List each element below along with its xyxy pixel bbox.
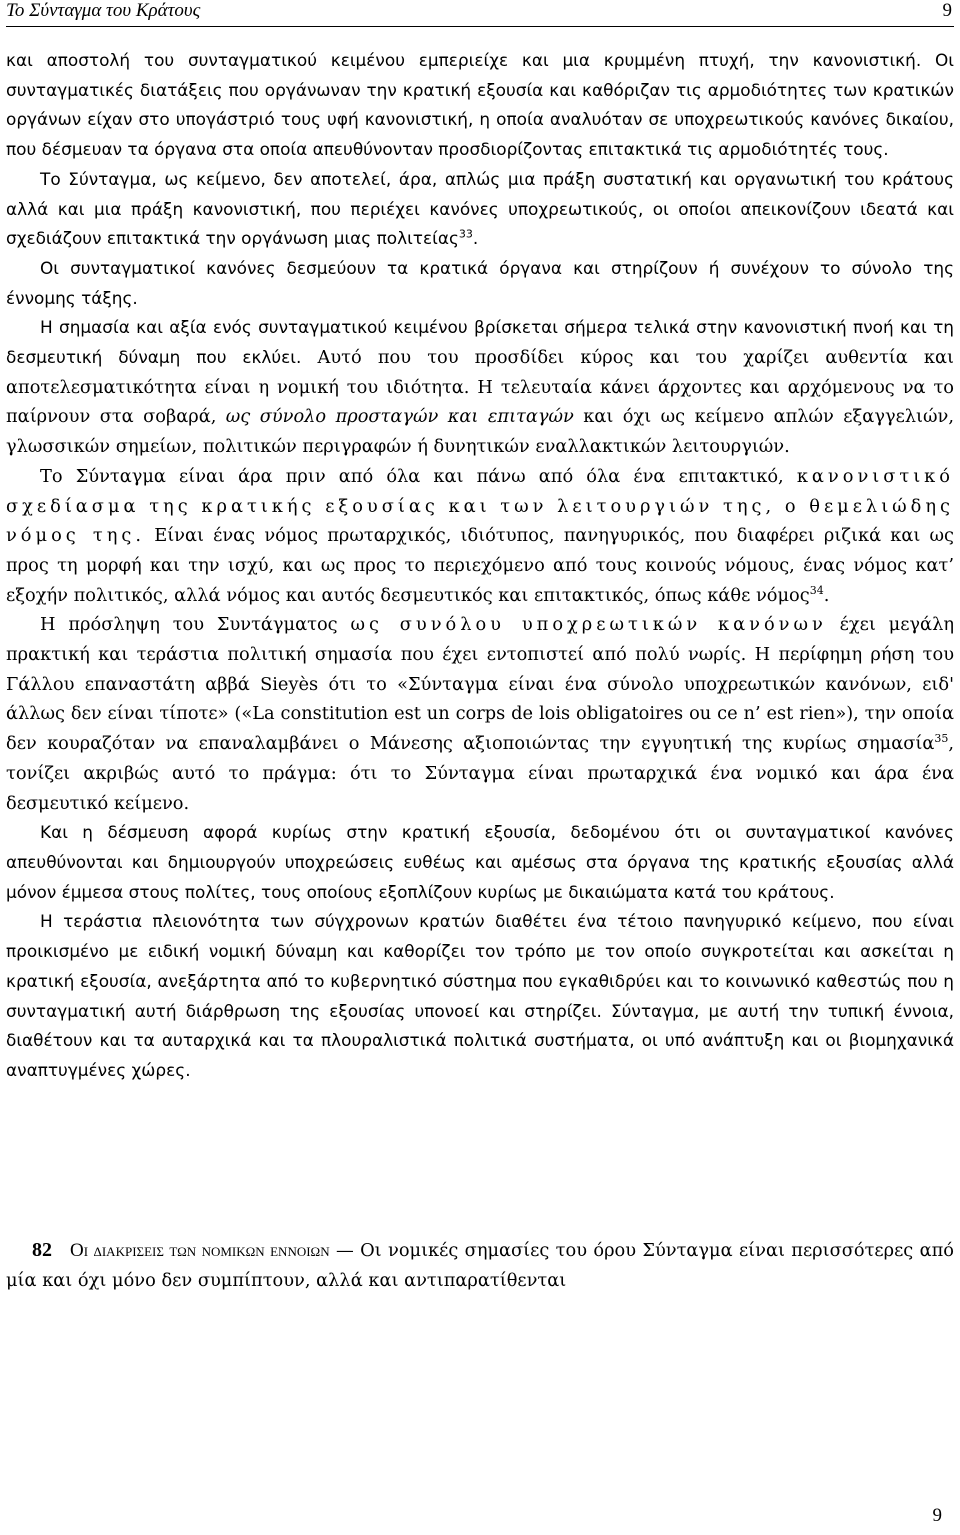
paragraph-2-end: . <box>472 228 479 249</box>
paragraph-6-a: Η πρόσληψη του Συντάγματος <box>40 614 338 636</box>
footnote-text: Οι νομικές σημασίες του όρου Σύνταγμα είναι περισσότερες από μία και όχι μόνο δεν συμπίπτουν, αλλά και αντιπαρατίθενται <box>6 1240 955 1291</box>
running-head-page-number: 9 <box>942 0 952 21</box>
footnote-block <box>6 1236 954 1295</box>
page-number-bottom: 9 <box>932 1505 942 1526</box>
footnote-dash: — <box>335 1240 354 1261</box>
footnote-ref-33: 33 <box>458 227 473 241</box>
paragraph-5-b: Είναι ένας νόμος πρωταρχικός, ιδιότυπος, πανηγυρικός, που διαφέρει ριζικά και ως προς τη μορφή και την ισχύ, και ως προς το περιεχόμενο από τους κοινούς νόμους, ένας νόμος κατ’ εξοχήν πολιτικός, αλλά νόμος και αυτός δεσμευτικός και επιτακτικός, όπως κάθε νόμος <box>6 525 954 606</box>
running-head-title: Το Σύνταγμα του Κράτους <box>6 0 201 21</box>
paragraph-2 <box>6 165 954 254</box>
paragraph-5-a: Το Σύνταγμα είναι άρα πριν από όλα και πάνω από όλα ένα επιτακτικό, <box>40 465 784 487</box>
paragraph-6-b: έχει μεγάλη πρακτική και τεράστια πολιτική σημασία που έχει εντοπιστεί από πολύ νωρίς. Η περίφημη ρήση του Γάλλου επαναστάτη αββά Sieyès ότι το «Σύνταγμα είναι ένα σύνολο υποχρεωτικών κανόνων, ειδ' άλλως δεν είναι τίποτε» («La constitution est un corps de lois obligatoires ou ce n’ est rien»), την οποία δεν κουραζόταν να επαναλαμβάνει ο Μάνεσης αξιοποιώντας την εγγυητική της κυρίως σημασία <box>6 614 954 755</box>
paragraph-4 <box>6 313 954 462</box>
paragraph-6-c: , τονίζει ακριβώς αυτό το πράγμα: ότι το Σύνταγμα είναι πρωταρχικά ένα νομικό και άρα ένα δεσμευτικό κείμενο. <box>6 733 954 814</box>
paragraph-4-c: Η τελευταία κάνει άρχοντες και αρχόμενους να το παίρνουν στα σοβαρά, <box>6 376 955 428</box>
paragraph-6 <box>6 610 954 818</box>
paragraph-8: Η τεράστια πλειονότητα των σύγχρονων κρατών διαθέτει ένα τέτοιο πανηγυρικό κείμενο, που είναι προικισμένο με ειδική νομική δύναμη και καθορίζει τον τρόπο με τον οποίο συγκροτείται και ασκείται η κρατική εξουσία, ανεξάρτητα από το κυβερνητικό σύστημα που εγκαθιδρύει και το κοινωνικό καθεστώς που η συνταγματική αυτή διάρθρωση της εξουσίας υπονοεί και στηρίζει. Σύνταγμα, με αυτή την τυπική έννοια, διαθέτουν και τα αυταρχικά και τα πλουραλιστικά πολιτικά συστήματα, οι υπό ανάπτυξη και οι βιομηχανικά αναπτυγμένες χώρες. <box>6 911 954 1080</box>
paragraph-4-b: Αυτό που του προσδίδει κύρος και του χαρίζει αυθεντία και αποτελεσματικότητα είναι η νομική του ιδιότητα. <box>6 347 954 398</box>
paragraph-3: Οι συνταγματικοί κανόνες δεσμεύουν τα κρατικά όργανα και στηρίζουν ή συνέχουν το σύνολο της έννομης τάξης. <box>6 257 954 308</box>
paragraph-7: Και η δέσμευση αφορά κυρίως στην κρατική εξουσία, δεδομένου ότι οι συνταγματικοί κανόνες απευθύνονται και δημιουργούν υποχρεώσεις ευθέως και αμέσως στα όργανα της κρατικής εξουσίας αλλά μόνον έμμεσα στους πολίτες, τους οποίους εξοπλίζουν κυρίως με δικαιώματα κατά του κράτους. <box>6 822 954 902</box>
paragraph-5-end: . <box>823 584 830 606</box>
paragraph-4-d: και όχι ως κείμενο απλών εξαγγελιών, γλωσσικών σημείων, πολιτικών περιγραφών ή δυνητικών εναλλακτικών λειτουργιών. <box>6 406 954 458</box>
footnote-ref-35: 35 <box>934 732 949 746</box>
paragraph-6-spaced: ως συνόλου υποχρεωτικών κανόνων <box>350 614 827 636</box>
footnote-number: 82 <box>32 1239 52 1261</box>
paragraph-5-spaced: κανονιστικό σχεδίασμα της κρατικής εξουσίας και των λειτουργιών της, ο θεμελιώδης νόμος της. <box>6 465 954 547</box>
body-text <box>6 46 954 1086</box>
paragraph-4-a: Η σημασία και αξία ενός συνταγματικού κειμένου βρίσκεται σήμερα τελικά στην κανονιστική πνοή και τη δεσμευτική δύναμη που εκλύει. <box>6 317 954 368</box>
running-head <box>6 0 954 27</box>
footnote-heading: Οι διακρισεις των νομικων εννοιων <box>70 1240 330 1261</box>
footnote-ref-34: 34 <box>809 583 824 597</box>
paragraph-1: και αποστολή του συνταγματικού κειμένου εμπεριείχε και μια κρυμμένη πτυχή, την κανονιστική. Οι συνταγματικές διατάξεις που οργάνωναν την κρατική εξουσία και καθόριζαν τις αρμοδιότητες των κρατικών οργάνων είχαν στο υπογάστριό τους υφή κανονιστική, η οποία αναλυόταν σε υποχρεωτικούς κανόνες δικαίου, που δέσμευαν τα όργανα στα οποία απευθύνονταν προσδιορίζοντας επιτακτικά τις αρμοδιότητές τους. <box>6 50 954 160</box>
paragraph-4-italic: ως σύνολο προσταγών και επιταγών <box>225 406 574 428</box>
paragraph-2-text: Το Σύνταγμα, ως κείμενο, δεν αποτελεί, άρα, απλώς μια πράξη συστατική και οργανωτική του κράτους αλλά και μια πράξη κανονιστική, που περιέχει κανόνες υποχρεωτικούς, οι οποίοι απεικονίζουν ιδεατά και σχεδιάζουν επιτακτικά την οργάνωση μιας πολιτείας <box>6 168 954 249</box>
paragraph-5 <box>6 462 954 611</box>
